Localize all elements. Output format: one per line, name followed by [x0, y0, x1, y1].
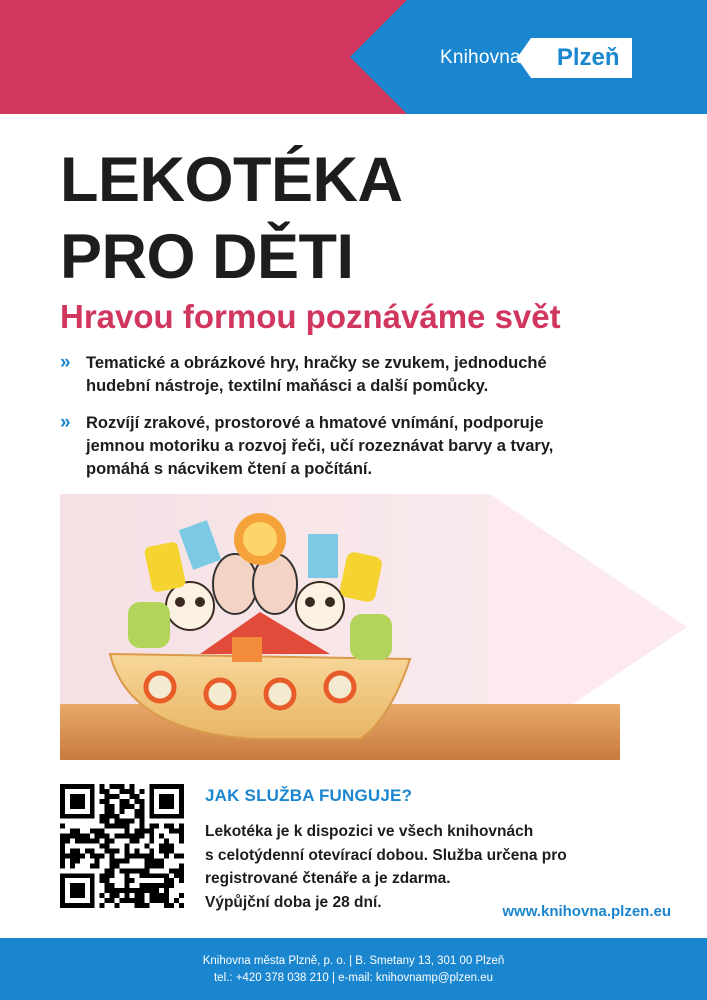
list-item — [60, 352, 670, 398]
double-chevron-icon: » — [60, 412, 71, 433]
library-logo[interactable] — [440, 38, 632, 78]
logo-name: Plzeň — [556, 44, 620, 71]
info-heading: JAK SLUŽBA FUNGUJE? — [205, 786, 413, 805]
title-line-2: PRO DĚTI — [60, 222, 354, 292]
logo-text: Knihovna — [440, 47, 521, 68]
info-line: s celotýdenní otevírací dobou. Služba určena pro — [205, 846, 567, 864]
title-line-1: LEKOTÉKA — [60, 145, 403, 215]
footer-contact: tel.: +420 378 038 210 | e-mail: knihovnamp@plzen.eu — [213, 972, 494, 984]
text-line: hudební nástroje, textilní maňásci a další pomůcky. — [86, 377, 489, 395]
footer-address: Knihovna města Plzně, p. o. | B. Smetany 13, 301 00 Plzeň — [202, 955, 505, 967]
list-item-text — [86, 352, 547, 398]
logo-badge — [531, 38, 632, 78]
double-chevron-icon: » — [60, 352, 71, 373]
feature-list — [60, 352, 670, 495]
info-line: Výpůjční doba je 28 dní. — [205, 893, 382, 911]
qr-code[interactable] — [60, 784, 184, 908]
footer — [0, 938, 707, 1000]
page-subtitle: Hravou formou poznáváme svět — [60, 298, 561, 335]
text-line: pomáhá s nácvikem čtení a počítání. — [86, 460, 373, 478]
info-section — [205, 786, 675, 914]
website-link[interactable]: www.knihovna.plzen.eu — [502, 903, 671, 920]
toy-ark-photo — [60, 494, 687, 760]
list-item-text — [86, 412, 553, 481]
page-title — [60, 142, 403, 296]
text-line: jemnou motoriku a rozvoj řeči, učí rozeznávat barvy a tvary, — [86, 437, 554, 455]
info-line: registrované čtenáře a je zdarma. — [205, 870, 451, 887]
list-item — [60, 412, 670, 481]
text-line: Rozvíjí zrakové, prostorové a hmatové vnímání, podporuje — [86, 414, 544, 432]
text-line: Tematické a obrázkové hry, hračky se zvukem, jednoduché — [86, 354, 547, 372]
info-line: Lekotéka je k dispozici ve všech knihovnách — [205, 823, 534, 840]
